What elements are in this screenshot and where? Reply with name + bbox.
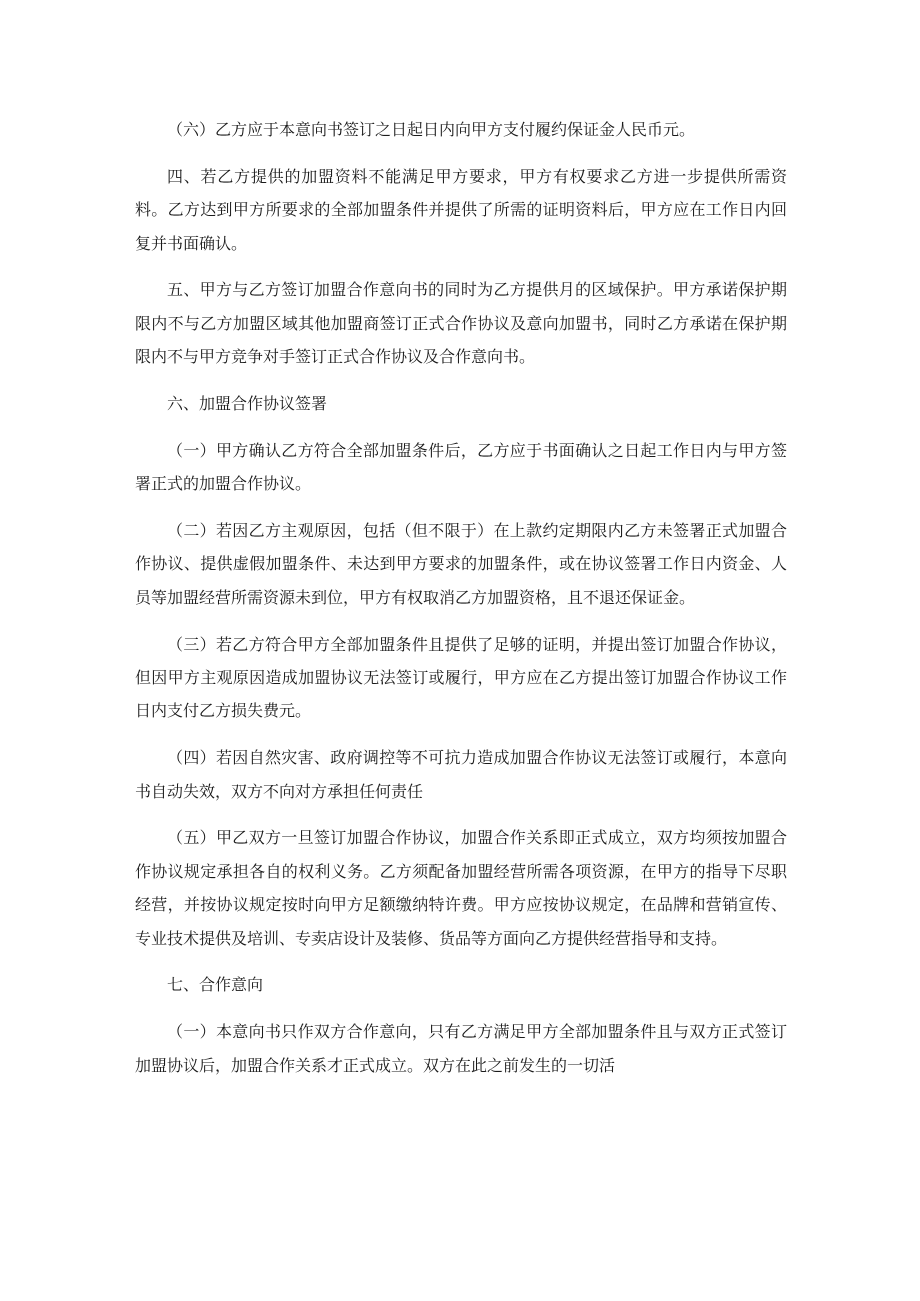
section-6-item-5: （五）甲乙双方一旦签订加盟合作协议，加盟合作关系即正式成立，双方均须按加盟合作协议规定承担各自的权利义务。乙方须配备加盟经营所需各项资源，在甲方的指导下尽职经营，并按协议规定按时向甲方足额缴纳特许费。甲方应按协议规定，在品牌和营销宣传、专业技术提供及培训、专卖店设计及装修、货品等方面向乙方提供经营指导和支持。 [135,828,787,948]
section-7-heading: 七、合作意向 [167,975,264,995]
clause-4-materials: 四、若乙方提供的加盟资料不能满足甲方要求，甲方有权要求乙方进一步提供所需资料。乙方达到甲方所要求的全部加盟条件并提供了所需的证明资料后，甲方应在工作日内回复并书面确认。 [135,166,787,253]
section-6-item-4: （四）若因自然灾害、政府调控等不可抗力造成加盟合作协议无法签订或履行，本意向书自动失效，双方不向对方承担任何责任 [135,748,787,801]
section-7-item-1: （一）本意向书只作双方合作意向，只有乙方满足甲方全部加盟条件且与双方正式签订加盟协议后，加盟合作关系才正式成立。双方在此之前发生的一切活 [135,1022,787,1075]
section-6-item-2: （二）若因乙方主观原因，包括（但不限于）在上款约定期限内乙方未签署正式加盟合作协议、提供虚假加盟条件、未达到甲方要求的加盟条件，或在协议签署工作日内资金、人员等加盟经营所需资源未到位，甲方有权取消乙方加盟资格，且不退还保证金。 [135,521,787,607]
clause-5-region-protection: 五、甲方与乙方签订加盟合作意向书的同时为乙方提供月的区域保护。甲方承诺保护期限内不与乙方加盟区域其他加盟商签订正式合作协议及意向加盟书，同时乙方承诺在保护期限内不与甲方竞争对手签订正式合作协议及合作意向书。 [135,280,787,367]
section-6-heading: 六、加盟合作协议签署 [167,394,328,414]
section-6-item-1: （一）甲方确认乙方符合全部加盟条件后，乙方应于书面确认之日起工作日内与甲方签署正式的加盟合作协议。 [135,440,787,494]
document-page [135,113,787,1095]
clause-6-deposit: （六）乙方应于本意向书签订之日起日内向甲方支付履约保证金人民币元。 [167,120,696,139]
section-6-item-3: （三）若乙方符合甲方全部加盟条件且提供了足够的证明，并提出签订加盟合作协议，但因甲方主观原因造成加盟协议无法签订或履行，甲方应在乙方提出签订加盟合作协议工作日内支付乙方损失费元。 [135,634,787,721]
